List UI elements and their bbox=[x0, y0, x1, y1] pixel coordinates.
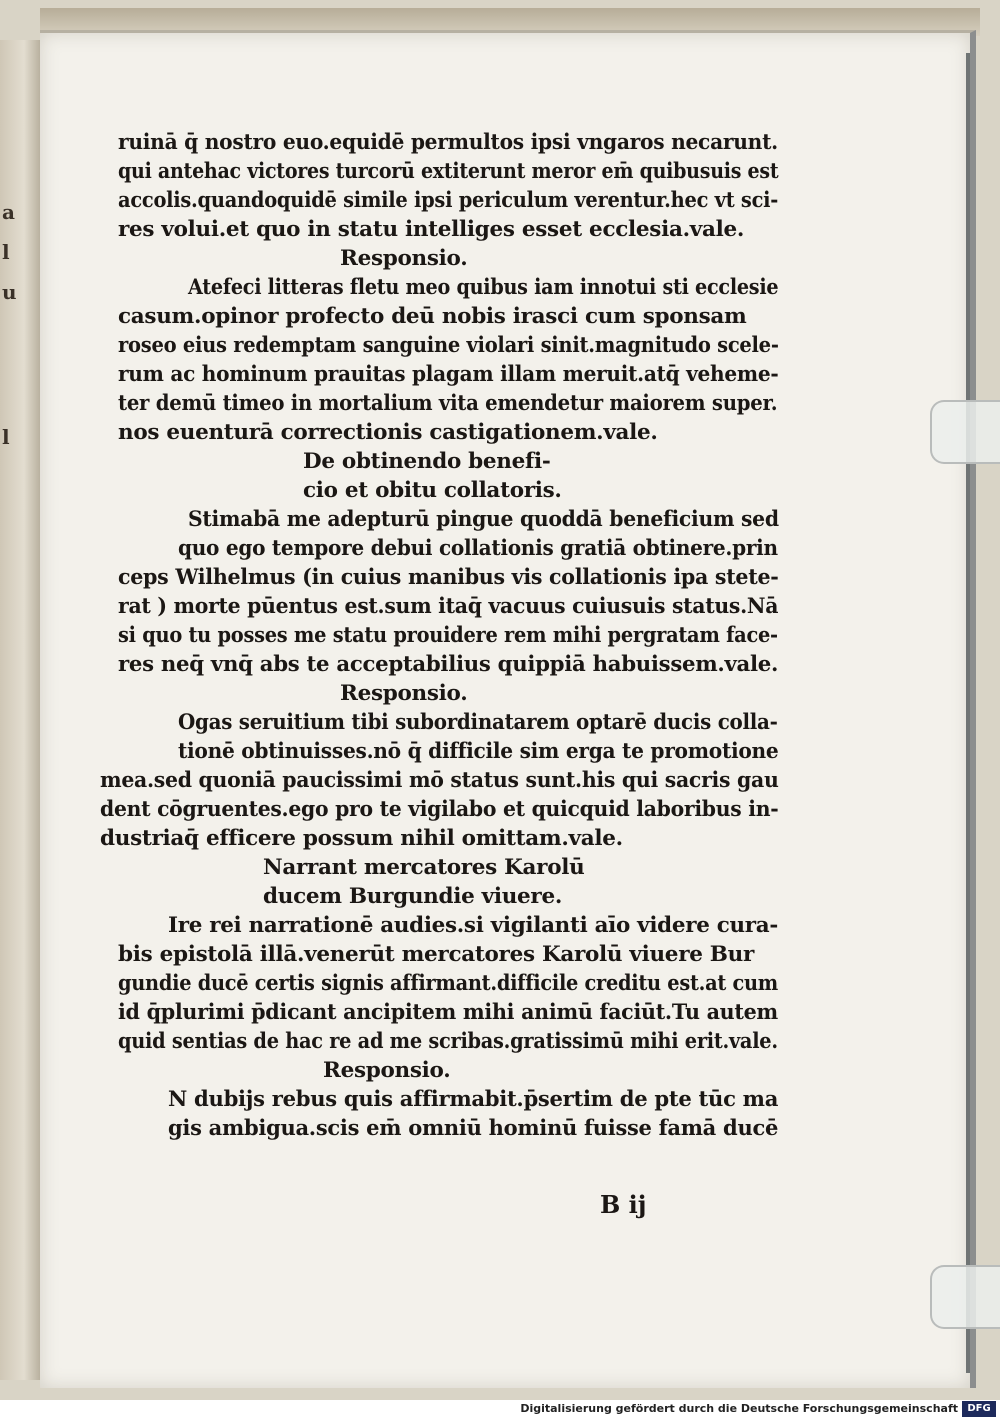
text-line: rum ac hominum prauitas plagam illam meruit.atq̄ veheme- bbox=[118, 362, 779, 387]
page-binding-edge bbox=[966, 53, 970, 1373]
text-line: res neq̄ vnq̄ abs te acceptabilius quippiā habuissem.vale. bbox=[118, 652, 779, 677]
section-heading: Responsio. bbox=[340, 246, 468, 271]
text-line: ruinā q̄ nostro euo.equidē permultos ipsi vngaros necarunt. bbox=[118, 130, 778, 155]
text-line: gis ambigua.scis em̄ omniū hominū fuisse famā ducē bbox=[168, 1116, 779, 1141]
page-clip-bottom bbox=[930, 1265, 1000, 1329]
section-heading: Narrant mercatores Karolū bbox=[263, 855, 585, 880]
text-line: Ogas seruitium tibi subordinatarem optarē ducis colla- bbox=[178, 710, 778, 735]
section-heading: Responsio. bbox=[340, 681, 468, 706]
text-line: res volui.et quo in statu intelliges esset ecclesia.vale. bbox=[118, 217, 745, 242]
text-line: id q̄plurimi p̄dicant ancipitem mihi animū faciūt.Tu autem bbox=[118, 1000, 778, 1025]
facing-page-edge bbox=[0, 40, 40, 1380]
text-line: si quo tu posses me statu prouidere rem mihi pergratam face- bbox=[118, 623, 778, 648]
margin-letter: u bbox=[2, 280, 17, 304]
text-line: Ire rei narrationē audies.si vigilanti aīo videre cura- bbox=[168, 913, 778, 938]
text-line: roseo eius redemptam sanguine violari sinit.magnitudo scele- bbox=[118, 333, 779, 358]
text-line: gundie ducē certis signis affirmant.difficile creditu est.at cum bbox=[118, 971, 779, 996]
margin-letter: a bbox=[2, 200, 15, 224]
text-line: quid sentias de hac re ad me scribas.gratissimū mihi erit.vale. bbox=[118, 1029, 778, 1054]
text-line: quo ego tempore debui collationis gratiā obtinere.prin bbox=[178, 536, 778, 561]
dfg-logo: DFG bbox=[962, 1401, 996, 1417]
section-heading: ducem Burgundie viuere. bbox=[263, 884, 563, 909]
footer-bar bbox=[0, 1400, 1000, 1419]
text-line: Stimabā me adepturū pingue quoddā beneficium sed bbox=[188, 507, 779, 532]
text-line: Atefeci litteras fletu meo quibus iam innotui sti ecclesie bbox=[188, 275, 779, 300]
text-line: tionē obtinuisses.nō q̄ difficile sim erga te promotione bbox=[178, 739, 779, 764]
text-line: casum.opinor profecto deū nobis irasci cum sponsam bbox=[118, 304, 747, 329]
footer-credit: Digitalisierung gefördert durch die Deutsche Forschungsgemeinschaft bbox=[520, 1402, 958, 1415]
signature-mark: B ij bbox=[600, 1190, 647, 1219]
text-line: rat ) morte pūentus est.sum itaq̄ vacuus cuiusuis status.Nā bbox=[118, 594, 779, 619]
section-heading: De obtinendo benefi- bbox=[303, 449, 551, 474]
text-line: bis epistolā illā.venerūt mercatores Karolū viuere Bur bbox=[118, 942, 755, 967]
text-line: dustriaq̄ efficere possum nihil omittam.vale. bbox=[100, 826, 623, 851]
text-line: ceps Wilhelmus (in cuius manibus vis collationis ipa stete- bbox=[118, 565, 779, 590]
page-clip-top bbox=[930, 400, 1000, 464]
section-heading: Responsio. bbox=[323, 1058, 451, 1083]
text-line: accolis.quandoquidē simile ipsi periculum verentur.hec vt sci- bbox=[118, 188, 779, 213]
text-line: qui antehac victores turcorū extiterunt meror em̄ quibusuis est bbox=[118, 159, 779, 184]
text-line: dent cōgruentes.ego pro te vigilabo et quicquid laboribus in- bbox=[100, 797, 779, 822]
margin-letter: l bbox=[2, 425, 10, 449]
text-line: nos euenturā correctionis castigationem.vale. bbox=[118, 420, 658, 445]
section-heading: cio et obitu collatoris. bbox=[303, 478, 562, 503]
text-line: N dubijs rebus quis affirmabit.p̄sertim de pte tūc ma bbox=[168, 1087, 779, 1112]
text-line: ter demū timeo in mortalium vita emendetur maiorem super. bbox=[118, 391, 778, 416]
margin-letter: l bbox=[2, 240, 10, 264]
text-line: mea.sed quoniā paucissimi mō status sunt.his qui sacris gau bbox=[100, 768, 779, 793]
